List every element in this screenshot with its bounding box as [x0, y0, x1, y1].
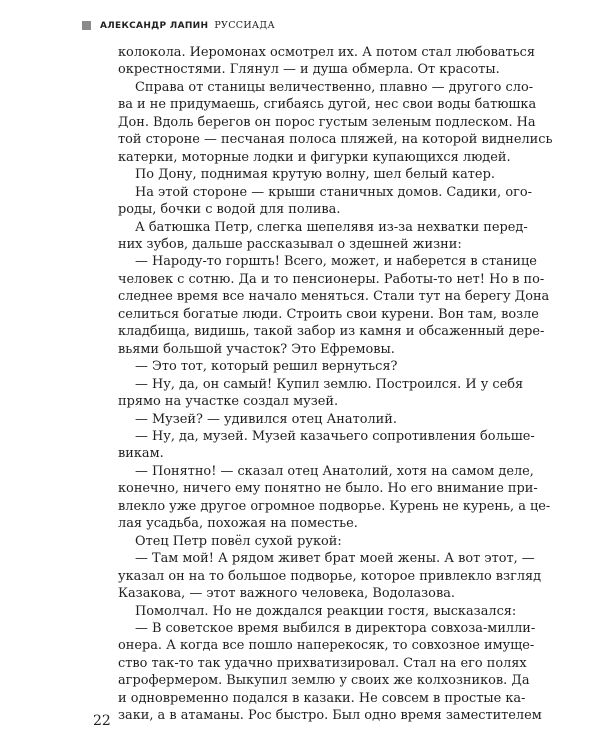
text-line: — Понятно! — сказал отец Анатолий, хотя на самом деле,	[135, 463, 534, 479]
text-line: той стороне — песчаная полоса пляжей, на которой виднелись	[118, 132, 553, 148]
text-line: колокола. Иеромонах осмотрел их. А потом стал любоваться	[118, 45, 536, 60]
text-line: кладбища, видишь, такой забор из камня и обсаженный дере-	[118, 324, 545, 340]
text-line: окрестностями. Глянул — и душа обмерла. От красоты.	[118, 62, 500, 78]
text-line: роды, бочки с водой для полива.	[118, 202, 341, 218]
text-line: заки, а в атаманы. Рос быстро. Был одно время заместителем	[118, 708, 542, 724]
text-line: — В советское время выбился в директора совхоза-милли-	[135, 620, 536, 636]
text-line: — Ну, да, музей. Музей казачьего сопротивления больше-	[135, 428, 535, 444]
text-line: — Там мой! А рядом живет брат моей жены. А вот этот, —	[135, 551, 535, 567]
text-line: викам.	[118, 446, 164, 462]
text-line: Дон. Вдоль берегов он порос густым зеленым подлеском. На	[118, 114, 536, 130]
text-line: влекло уже другое огромное подворье. Курень не курень, а це-	[118, 498, 551, 514]
page-number: 22	[93, 713, 111, 729]
text-line: катерки, моторные лодки и фигурки купающихся людей.	[118, 149, 511, 165]
text-line: лая усадьба, похожая на поместье.	[118, 516, 358, 532]
text-line: Казакова, — этот важного человека, Водолазова.	[118, 586, 455, 602]
text-line: агрофермером. Выкупил землю у своих же колхозников. Да	[118, 673, 530, 689]
text-line: ство так-то так удачно прихватизировал. Стал на его полях	[118, 655, 527, 671]
text-line: Отец Петр повёл сухой рукой:	[135, 533, 342, 549]
header-square-marker	[82, 21, 91, 30]
text-line: — Это тот, который решил вернуться?	[135, 359, 398, 375]
text-line: По Дону, поднимая крутую волну, шел белый катер.	[135, 167, 495, 183]
text-line: ва и не придумаешь, сгибаясь дугой, нес свои воды батюшка	[118, 97, 537, 113]
text-line: — Музей? — удивился отец Анатолий.	[135, 411, 397, 427]
page-body-text	[118, 44, 553, 725]
text-line: указал он на то большое подворье, которое привлекло взгляд	[118, 568, 542, 584]
running-header	[82, 20, 275, 31]
header-book-title: РУССИАДА	[214, 20, 275, 31]
text-line: Справа от станицы величественно, плавно — другого сло-	[135, 79, 534, 95]
text-line: и одновременно подался в казаки. Не совсем в простые ка-	[118, 690, 526, 706]
header-author: АЛЕКСАНДР ЛАПИН	[100, 20, 209, 31]
text-line: онера. А когда все пошло наперекосяк, то совхозное имуще-	[118, 638, 535, 654]
text-line: А батюшка Петр, слегка шепелявя из-за нехватки перед-	[135, 219, 528, 235]
text-line: На этой стороне — крыши станичных домов. Садики, ого-	[135, 184, 532, 200]
text-line: них зубов, дальше рассказывал о здешней жизни:	[118, 236, 462, 252]
text-line: конечно, ничего ему понятно не было. Но его внимание при-	[118, 481, 538, 497]
text-line: — Ну, да, он самый! Купил землю. Построился. И у себя	[135, 376, 524, 392]
text-line: вьями большой участок? Это Ефремовы.	[118, 341, 395, 357]
text-line: Помолчал. Но не дождался реакции гостя, высказался:	[135, 603, 517, 619]
text-line: — Народу-то горшть! Всего, может, и наберется в станице	[135, 254, 537, 270]
text-line: прямо на участке создал музей.	[118, 394, 339, 410]
text-line: селиться богатые люди. Строить свои курени. Вон там, возле	[118, 306, 539, 322]
text-line: человек с сотню. Да и то пенсионеры. Работы-то нет! Но в по-	[118, 271, 545, 287]
text-line: следнее время все начало меняться. Стали тут на берегу Дона	[118, 289, 550, 305]
